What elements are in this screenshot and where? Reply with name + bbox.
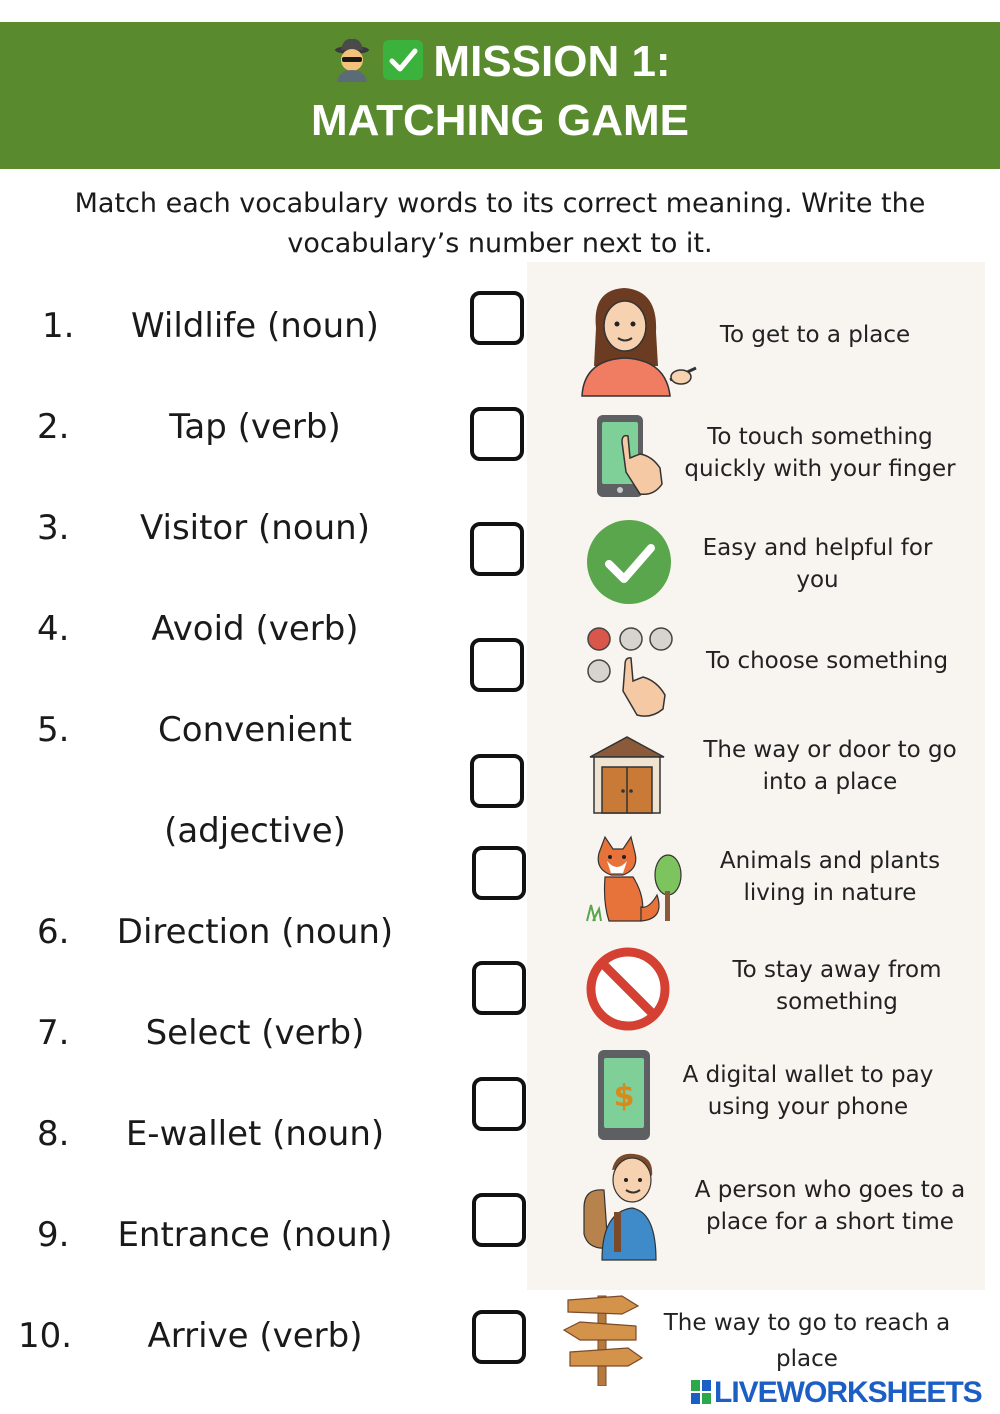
word-avoid: Avoid (verb) <box>151 609 359 649</box>
definition-7: To stay away from something <box>732 957 942 1015</box>
entrance-door-icon <box>588 735 666 815</box>
phone-tap-icon <box>594 412 668 500</box>
word-arrive: Arrive (verb) <box>147 1316 363 1356</box>
answer-box-5[interactable] <box>470 754 524 808</box>
definition-3: Easy and helpful for you <box>702 535 933 593</box>
word-wildlife: Wildlife (noun) <box>131 306 379 346</box>
pointing-woman-icon <box>578 280 703 398</box>
word-convenient-pos: (adjective) <box>164 811 346 851</box>
word-number: 2. <box>37 407 70 447</box>
liveworksheets-logo <box>690 1376 982 1410</box>
answer-box-2[interactable] <box>470 407 524 461</box>
prohibited-icon <box>583 944 673 1034</box>
title-line-2: MATCHING GAME <box>310 96 690 145</box>
signpost-icon <box>562 1290 644 1386</box>
definition-4: To choose something <box>705 648 949 674</box>
logo-text: LIVEWORKSHEETS <box>714 1376 982 1409</box>
check-circle-icon <box>585 518 675 608</box>
answer-box-8[interactable] <box>472 1077 526 1131</box>
word-direction: Direction (noun) <box>116 912 394 952</box>
word-select: Select (verb) <box>145 1013 365 1053</box>
phone-dollar-icon <box>596 1048 654 1142</box>
word-number: 1. <box>42 306 75 346</box>
svg-text:$: $ <box>613 1079 635 1114</box>
answer-box-1[interactable] <box>470 291 524 345</box>
select-dots-icon <box>585 625 677 719</box>
answer-box-9[interactable] <box>472 1193 526 1247</box>
definition-6: Animals and plants living in nature <box>719 848 941 906</box>
spy-icon <box>329 36 375 87</box>
word-entrance: Entrance (noun) <box>117 1215 393 1255</box>
word-number: 5. <box>37 710 70 750</box>
definition-1: To get to a place <box>719 322 911 348</box>
word-number: 10. <box>18 1316 73 1356</box>
fox-tree-icon <box>583 833 683 925</box>
word-number: 3. <box>37 508 70 548</box>
definition-8: A digital wallet to pay using your phone <box>682 1062 934 1120</box>
word-visitor: Visitor (noun) <box>139 508 370 548</box>
word-ewallet: E-wallet (noun) <box>125 1114 385 1154</box>
definition-2: To touch something quickly with your finger <box>684 424 956 482</box>
definition-5: The way or door to go into a place <box>703 737 957 795</box>
title-line-1 <box>0 36 1000 87</box>
answer-box-3[interactable] <box>470 522 524 576</box>
liveworksheets-logo-icon <box>690 1378 712 1406</box>
word-tap: Tap (verb) <box>169 407 341 447</box>
instruction-text: Match each vocabulary words to its correct meaning. Write the vocabulary’s number next to it. <box>74 188 926 259</box>
word-number: 6. <box>37 912 70 952</box>
title-text-1: MISSION 1: <box>433 37 671 86</box>
word-number: 8. <box>37 1114 70 1154</box>
answer-box-4[interactable] <box>470 638 524 692</box>
word-convenient: Convenient <box>158 710 352 750</box>
answer-box-10[interactable] <box>472 1310 526 1364</box>
backpacker-icon <box>582 1150 662 1262</box>
definition-10: The way to go to reach a place <box>663 1310 951 1372</box>
answer-box-6[interactable] <box>472 846 526 900</box>
definition-9: A person who goes to a place for a short time <box>694 1177 966 1235</box>
word-number: 7. <box>37 1013 70 1053</box>
checkmark-icon <box>383 40 423 80</box>
word-number: 9. <box>37 1215 70 1255</box>
word-number: 4. <box>37 609 70 649</box>
answer-box-7[interactable] <box>472 961 526 1015</box>
